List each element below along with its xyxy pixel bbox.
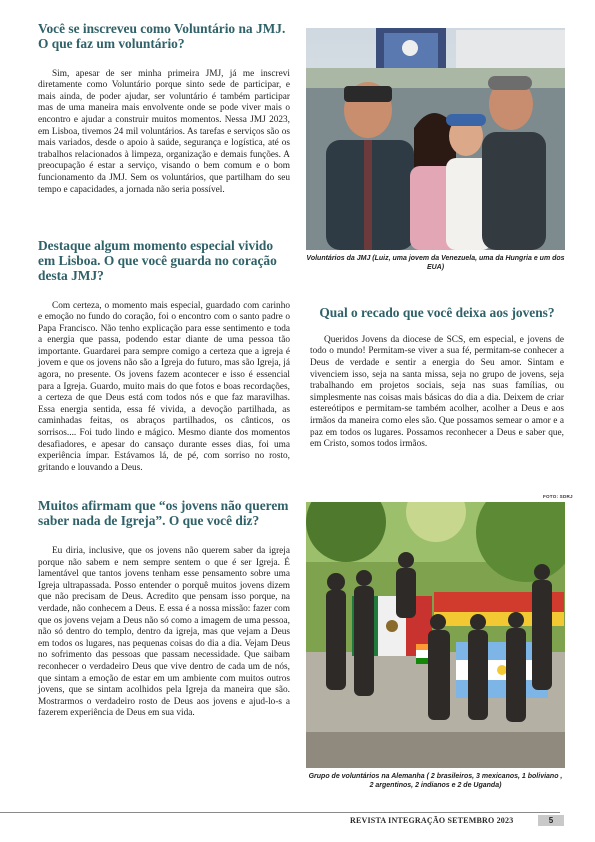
group-photo — [306, 502, 565, 768]
volunteers-photo-caption: Voluntários da JMJ (Luiz, uma jovem da Venezuela, uma da Hungria e um dos EUA) — [306, 255, 565, 272]
section-title-volunteer: Você se inscreveu como Voluntário na JMJ. O que faz um voluntário? — [38, 21, 286, 51]
right-column — [310, 306, 564, 451]
group-photo-caption: Grupo de voluntários na Alemanha ( 2 brasileiros, 3 mexicanos, 1 boliviano , 2 argentinos, 2 indianos e 2 de Uganda) — [308, 773, 563, 790]
section-body-message: Queridos Jovens da diocese de SCS, em especial, e jovens de todo o mundo! Permitam-se viver a sua fé, permitam-se conhecer a Deus de verdade e sentir a energia do Seu amor. Sintam e vivenciem isso, seja na santa missa, seja no grupo de jovens, seja trabalhando em projetos sociais, seja nas suas famílias, ou simplesmente nas coisas mais básicas do dia a dia. Deixem de criar estereótipos e permitam-se também acolher, acolher a Deus e aos irmãos da maneira como eles são. Que possamos semear o amor e a paz em todos os lugares. Possamos reconhecer a Deus e saber que, em Cristo, somos todos irmãos. — [310, 334, 564, 450]
footer-magazine-title: REVISTA INTEGRAÇÃO SETEMBRO 2023 — [350, 816, 514, 825]
page-number: 5 — [538, 815, 564, 826]
photo-credit: FOTO: SDRJ — [543, 494, 573, 499]
section-title-special-moment: Destaque algum momento especial vivido em Lisboa. O que você guarda no coração desta JMJ? — [38, 238, 277, 283]
section-body-volunteer: Sim, apesar de ser minha primeira JMJ, já me inscrevi diretamente como Voluntário porque sinto sede de participar, e mais ainda, de poder ajudar, ser voluntário é também participar mas de uma maneira mais envolvente onde se pode viver mais o encontro e ajudar a construir muitos momentos. Nessa JMJ 2023, em Lisboa, tivemos 24 mil voluntários. As tarefas e serviços são os mais variados, desde o apoio à saúde, segurança e logística, até os trabalhos relacionados à limpeza, organização e demais funções. A preocupação é estar a serviço, visando o bem comum e o bom funcionamento da JMJ. Sem os voluntários, que partilham do seu tempo e capacidades, a jornada não seria possível. — [38, 68, 290, 195]
volunteers-photo — [306, 28, 565, 250]
left-column — [38, 22, 290, 720]
section-body-special-moment: Com certeza, o momento mais especial, guardado com carinho e emoção no fundo do coração, foi o encontro com o santo padre o Papa Francisco. Não tenho explicação para esse sentimento e toda a energia que passa, podendo estar diante de uma pessoa tão importante. Guardarei para sempre comigo a certeza que a igreja é jovem e que os jovens não são a Igreja do futuro, mas são Igreja, já agora, no presente. Os jovens fazem acontecer e isso é essencial para a Igreja. Guardo, muito mais do que fotos e boas recordações, a certeza de que Deus está com todos nós e que faz maravilhas. Essa energia sentida, essa fé vivida, a devoção partilhada, as caminhadas feitas, os abraços partilhados, os cânticos, os sorrisos.... Foi tudo lindo e mágico. Mesmo diante dos momentos desafiadores, e apesar do cansaço durante esses dias, foi uma experiência ímpar. Estávamos lá, de pé, com sorriso no rosto, gritando e louvando a Deus. — [38, 300, 290, 473]
footer-rule — [0, 812, 560, 813]
section-title-message: Qual o recado que você deixa aos jovens? — [319, 305, 555, 320]
section-title-youth-church: Muitos afirmam que “os jovens não querem saber nada de Igreja”. O que você diz? — [38, 498, 289, 529]
section-body-youth-church: Eu diria, inclusive, que os jovens não querem saber da igreja porque não sabem e nem sempre sentem o que é ser Igreja. É lamentável que tantos jovens tenham esse pensamento sobre uma Igreja ultrapassada. Posso entender o porquê muitos jovens dizem que não precisam de Deus. Acredito que pensam isso porque, na verdade, não conhecem a Deus. E essa é a nossa missão: fazer com que os jovens vejam a Deus não só como a imagem de uma pessoa, não só dentro do templo, dentro da igreja, mas que vejam a Deus em todos os lugares, nas pequenas coisas do dia a dia. Vejam Deus no sofrimento das pessoas que passam necessidade. Que saibam reconhecer o verdadeiro Deus que vive dentro de cada um de nós, que sintam a emoção de estar em um ambiente com muitos outros jovens, que se sintam acolhidos pela Igreja da maneira que são. Mostrarmos o verdadeiro rosto de Deus aos jovens e ajud-lo-s a fazerem experiência de Deus em sua vida. — [38, 546, 290, 719]
